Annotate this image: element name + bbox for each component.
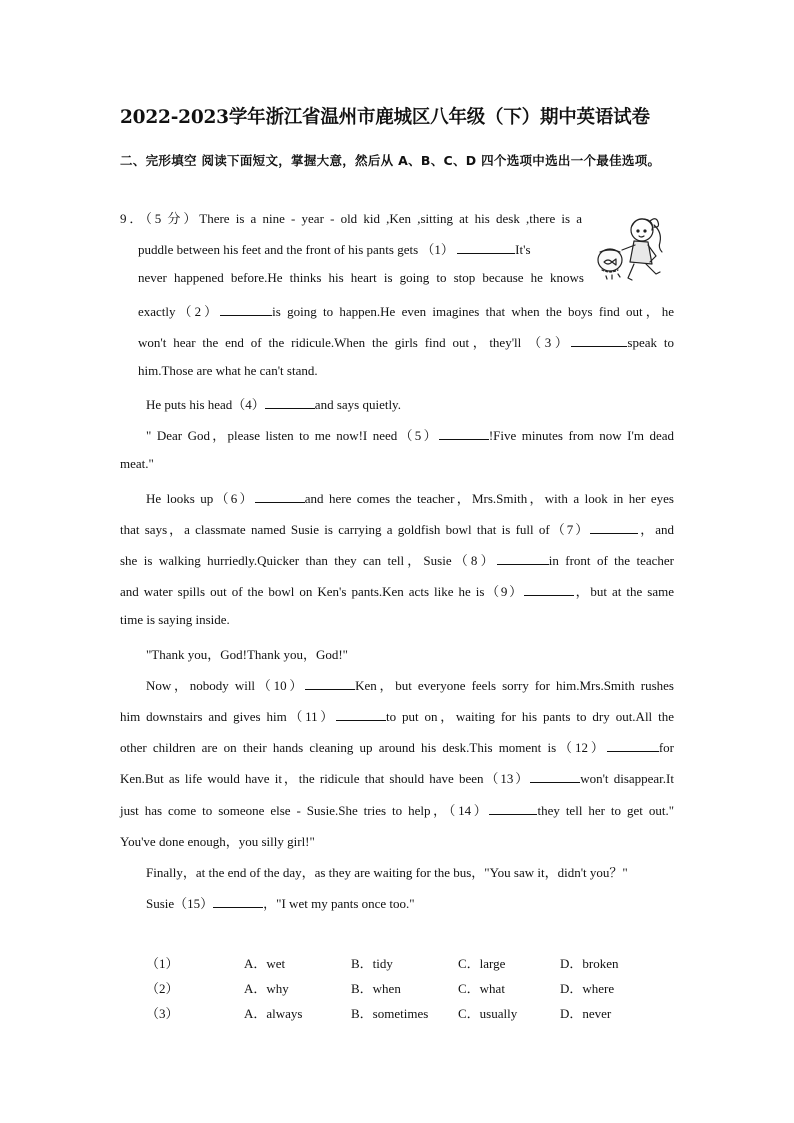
passage-line-3: never happened before.He thinks his heart is going to stop because he knows xyxy=(138,270,584,285)
passage-line-14: time is saying inside. xyxy=(120,612,230,627)
option-a[interactable]: A．why xyxy=(244,981,289,996)
answer-blank-2[interactable] xyxy=(220,303,272,316)
answer-blank-5[interactable] xyxy=(439,427,489,440)
passage-line-13: and water spills out of the bowl on Ken's pants.Ken acts like he is（9） ，but at the same xyxy=(120,584,674,599)
passage-line-9: meat." xyxy=(120,456,154,471)
answer-blank-8[interactable] xyxy=(497,552,549,565)
answer-blank-12[interactable] xyxy=(607,739,659,752)
passage-line-11: that says，a classmate named Susie is carrying a goldfish bowl that is full of（7） ，and xyxy=(120,522,674,537)
answer-blank-15[interactable] xyxy=(213,895,263,908)
passage-line-22: Finally，at the end of the day，as they are waiting for the bus，"You saw it，didn't you？" xyxy=(146,865,628,880)
option-d[interactable]: D．broken xyxy=(560,956,619,971)
passage-line-23: Susie（15） ，"I wet my pants once too." xyxy=(146,896,415,911)
answer-blank-11[interactable] xyxy=(336,708,386,721)
answer-blank-4[interactable] xyxy=(265,396,315,409)
passage-line-6: him.Those are what he can't stand. xyxy=(138,363,318,378)
passage-line-19: Ken.But as life would have it，the ridicule that should have been（13） won't disappear.It xyxy=(120,771,674,786)
girl-carrying-fishbowl-icon xyxy=(592,212,676,286)
passage-line-1: 9．（5 分）There is a nine - year - old kid ,Ken ,sitting at his desk ,there is a xyxy=(120,211,582,226)
passage-line-2: puddle between his feet and the front of his pants gets （1） It's xyxy=(138,242,531,257)
passage-line-7: He puts his head（4） and says quietly. xyxy=(146,397,401,412)
passage-line-4: exactly（2） is going to happen.He even imagines that when the boys find out，he xyxy=(138,304,674,319)
answer-blank-14[interactable] xyxy=(489,802,537,815)
passage-line-18: other children are on their hands cleaning up around his desk.This moment is（12） for xyxy=(120,740,674,755)
option-b[interactable]: B．sometimes xyxy=(351,1006,429,1021)
option-c[interactable]: C．what xyxy=(458,981,505,996)
option-d[interactable]: D．where xyxy=(560,981,615,996)
passage-line-8: " Dear God，please listen to me now!I need（5） !Five minutes from now I'm dead xyxy=(146,428,674,443)
passage-line-16: Now，nobody will（10） Ken，but everyone feels sorry for him.Mrs.Smith rushes xyxy=(146,678,674,693)
option-d[interactable]: D．never xyxy=(560,1006,612,1021)
option-a[interactable]: A．always xyxy=(244,1006,303,1021)
option-a[interactable]: A．wet xyxy=(244,956,286,971)
answer-blank-3[interactable] xyxy=(571,334,627,347)
section-heading: 二、完形填空 阅读下面短文，掌握大意，然后从 A、B、C、D 四个选项中选出一个最佳选项。 xyxy=(120,153,661,168)
option-number: （1） xyxy=(146,956,179,971)
passage-line-12: she is walking hurriedly.Quicker than they can tell，Susie（8） in front of the teacher xyxy=(120,553,674,568)
question-number: 9．（5 分） xyxy=(120,211,200,226)
page-title: 2022-2023学年浙江省温州市鹿城区八年级（下）期中英语试卷 xyxy=(120,107,650,128)
answer-blank-9[interactable] xyxy=(524,583,574,596)
answer-blank-13[interactable] xyxy=(530,770,580,783)
passage-line-21: You've done enough，you silly girl!" xyxy=(120,834,315,849)
option-c[interactable]: C．usually xyxy=(458,1006,518,1021)
passage-line-20: just has come to someone else - Susie.She tries to help，（14） they tell her to get out." xyxy=(120,803,674,818)
answer-blank-1[interactable] xyxy=(457,241,515,254)
answer-blank-7[interactable] xyxy=(590,521,638,534)
passage-line-15: "Thank you，God!Thank you，God!" xyxy=(146,647,348,662)
option-b[interactable]: B．when xyxy=(351,981,401,996)
option-number: （3） xyxy=(146,1006,179,1021)
option-number: （2） xyxy=(146,981,179,996)
passage-line-5: won't hear the end of the ridicule.When the girls find out，they'll （3） speak to xyxy=(138,335,674,350)
option-c[interactable]: C．large xyxy=(458,956,506,971)
passage-line-10: He looks up（6） and here comes the teacher，Mrs.Smith，with a look in her eyes xyxy=(146,491,674,506)
passage-line-17: him downstairs and gives him（11） to put on，waiting for his pants to dry out.All the xyxy=(120,709,674,724)
option-b[interactable]: B．tidy xyxy=(351,956,393,971)
answer-blank-10[interactable] xyxy=(305,677,355,690)
answer-blank-6[interactable] xyxy=(255,490,305,503)
